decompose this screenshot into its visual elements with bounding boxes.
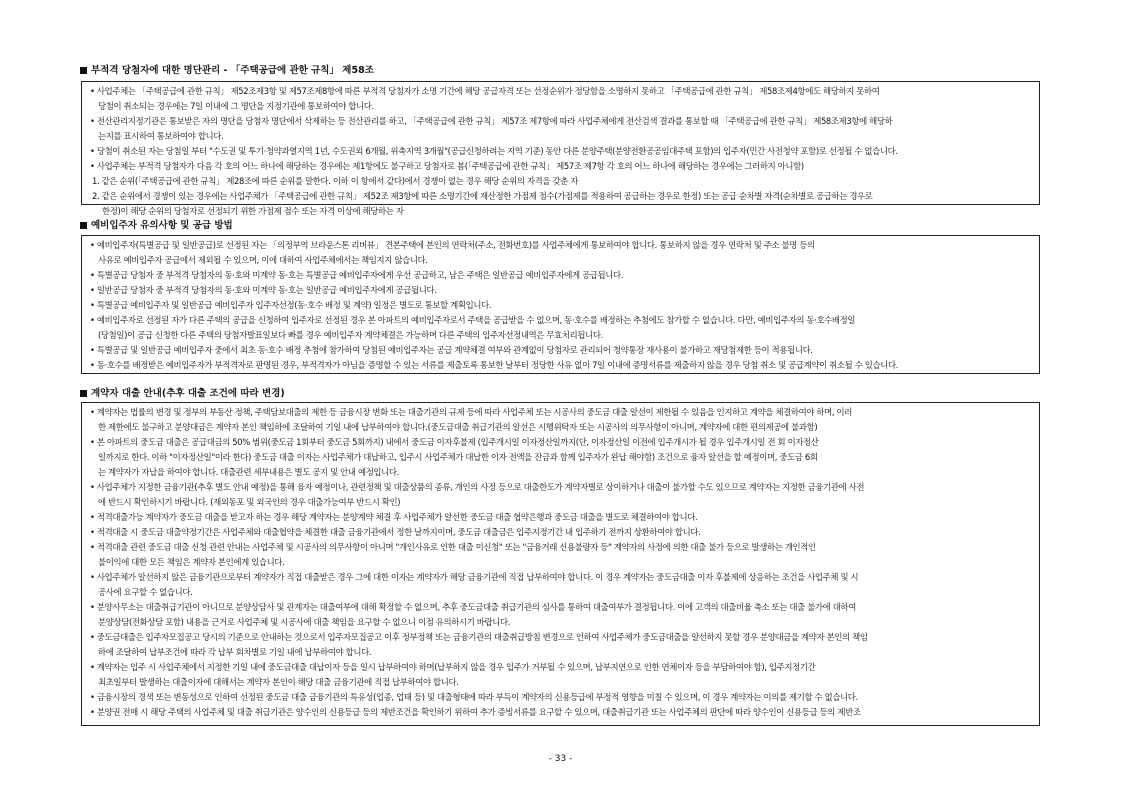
content-box [81,402,1040,726]
text-line: 불이익에 대한 모든 책임은 계약자 본인에게 있습니다. [98,557,285,567]
text-line: • 분양사무소는 대출취급기관이 아니므로 분양상담사 및 관계자는 대출여부에 대해 확정할 수 없으며, 추후 중도금대출 취급기관의 심사를 통하여 대출여부가 결정됩니다. 이에 고객의 대출비율 축소 또는 대출 불가에 대하여 [90,602,856,612]
text-line: 공사에 요구할 수 없습니다. [98,587,193,597]
text-line: • 일반공급 당첨자 중 부적격 당첨자의 동·호와 미계약 동·호는 일반공급 예비입주자에게 공급됩니다. [90,285,437,295]
text-line: • 사업주체가 지정한 금융기관(추후 별도 안내 예정)을 통해 융자 예정이나, 관련정책 및 대출상품의 종류, 개인의 사정 등으로 대출한도가 계약자별로 상이하거나 대출이 불가할 수도 있으므로 계약자는 지정한 금융기관에 사전 [90,482,865,492]
text-line: • 특별공급 당첨자 중 부적격 당첨자의 동·호와 미계약 동·호는 특별공급 예비입주자에게 우선 공급하고, 남은 주택은 일반공급 예비입주자에게 공급됩니다. [90,270,624,280]
page-number: - 33 - [548,754,573,764]
section-title-text: 예비입주자 유의사항 및 공급 방법 [91,220,233,231]
square-bullet-icon [80,67,87,74]
text-line: 한 제한에도 불구하고 분양대금은 계약자 본인 책임하에 조달하여 기일 내에 납부하여야 합니다.(중도금대출 취급기관의 알선은 시행위탁자 또는 시공사의 의무사항이 아니며, 계약자에 대한 편의제공에 불과함) [98,422,818,432]
text-line: • 전산관리지정기관은 통보받은 자의 명단을 당첨자 명단에서 삭제하는 등 전산관리를 하고, 「주택공급에 관한 규칙」 제57조 제7항에 따라 사업주체에게 전산검색 결과를 통보할 때 「주택공급에 관한 규칙」 제58조제3항에 해당하 [90,116,893,126]
content-box [81,235,1040,374]
square-bullet-icon [80,222,87,229]
text-line: • 예비입주자(특별공급 및 일반공급)로 선정된 자는 「의정부역 브라운스톤 리버뷰」 견본주택에 본인의 연락처(주소, 전화번호)를 사업주체에게 통보하여야 합니다. 통보하지 않을 경우 연락처 및 주소 불명 등의 [90,240,815,250]
text-line: • 특별공급 예비입주자 및 일반공급 예비입주자 입주자선정(동·호수 배정 및 계약) 일정은 별도로 통보할 계획입니다. [90,300,492,310]
section-title-text: 부적격 당첨자에 대한 명단관리 - 「주택공급에 관한 규칙」 제58조 [91,65,374,76]
text-line: 최초일부터 발생하는 대출이자에 대해서는 계약자 본인이 해당 대출 금융기관에 직접 납부하여야 합니다. [98,677,459,687]
text-line: 사유로 예비입주자 공급에서 제외될 수 있으며, 이에 대하여 사업주체에서는 책임지지 않습니다. [98,255,428,265]
text-line: (당첨일)이 공급 신청한 다른 주택의 당첨자발표일보다 빠를 경우 예비입주자 계약체결은 가능하며 다른 주택의 입주자선정내역은 무효처리됩니다. [98,330,603,340]
text-line: 당첨이 취소되는 경우에는 7일 이내에 그 명단을 지정기관에 통보하여야 합니다. [98,101,374,111]
square-bullet-icon [80,390,87,397]
text-line: 일까지로 한다. 이하 "이자정산일"이라 한다) 중도금 대출 이자는 사업주체가 대납하고, 입주시 사업주체가 대납한 이자 전액을 잔금과 함께 입주자가 완납 해야함) 조건으로 융자 알선을 할 예정이며, 중도금 6회 [98,452,818,462]
section-title-text: 계약자 대출 안내(추후 대출 조건에 따라 변경) [91,388,285,399]
section-loan-guide [80,387,1040,727]
section-title [80,219,1040,232]
text-line: 1. 같은 순위(「주택공급에 관한 규칙」 제28조에 따른 순위를 말한다. 이하 이 항에서 같다)에서 경쟁이 없는 경우 해당 순위의 자격을 갖춘 자 [92,176,578,186]
text-line: • 적격대출 관련 중도금 대출 신청 관련 안내는 사업주체 및 시공사의 의무사항이 아니며 "개인사유로 인한 대출 미신청" 또는 "금융거래 신용불량자 등" 계약자의 사정에 의한 대출 불가 등으로 발생하는 개인적인 [90,542,816,552]
text-line: • 중도금대출은 입주자모집공고 당시의 기준으로 안내하는 것으로서 입주자모집공고 이후 정부정책 또는 금융기관의 대출취급방침 변경으로 인하여 사업주체가 중도금대출을 알선하지 못할 경우 분양대금을 계약자 본인의 책임 [90,632,868,642]
text-line: • 당첨이 취소된 자는 당첨일 부터 "수도권 및 투기·청약과열지역 1년, 수도권외 6개월, 위축지역 3개월"(공급신청하려는 지역 기준) 동안 다른 분양주택(분양전환공공임대주택 포함)의 입주자(민간 사전청약 포함)로 선정될 수 없습니다. [90,146,898,156]
text-line: • 특별공급 및 일반공급 예비입주자 중에서 최초 동·호수 배정 추첨에 참가하여 당첨된 예비입주자는 공급 계약체결 여부와 관계없이 당첨자로 관리되어 청약통장 재사용이 불가하고 재당첨제한 등이 적용됩니다. [90,345,813,355]
text-line: 에 반드시 확인하시기 바랍니다. (재외동포 및 외국인의 경우 대출가능여부 반드시 확인) [98,497,401,507]
text-line: 는지를 표시하여 통보하여야 합니다. [98,131,224,141]
text-line: • 계약자는 법률의 변경 및 정부의 부동산 정책, 주택담보대출의 제한 등 금융시장 변화 또는 대출기관의 규제 등에 따라 사업주체 또는 시공사의 중도금 대출 알선이 제한될 수 있음을 인지하고 계약을 체결하여야 하며, 이러 [90,407,853,417]
section-reserve-applicants [80,219,1040,379]
text-line: • 분양권 전매 시 해당 주택의 사업주체 및 대출 취급기관은 양수인의 신용등급 등의 제반조건을 확인하기 위하여 추가 증빙서류를 요구할 수 있으며, 대출취급기관 또는 사업주체의 판단에 따라 양수인이 신용등급 등의 제반조 [90,707,861,717]
section-ineligible-winner [80,64,1040,216]
text-line: • 계약자는 입주 시 사업주체에서 지정한 기일 내에 중도금대출 대납이자 등을 일시 납부하여야 하며(납부하지 않을 경우 입주가 거부될 수 있으며, 납부지연으로 인한 연체이자 등을 부담하여야 함), 입주지정기간 [90,662,816,672]
text-line: • 적격대출 시 중도금 대출약정기간은 사업주체와 대출협약을 체결한 대출 금융기관에서 정한 날까지이며, 중도금 대출금은 입주지정기간 내 입주하기 전까지 상환하여야 합니다. [90,527,701,537]
text-line: • 예비입주자로 선정된 자가 다른 주택의 공급을 신청하여 입주자로 선정된 경우 본 아파트의 예비입주자로서 주택을 공급받을 수 없으며, 동·호수를 배정하는 추첨에도 참가할 수 없습니다. 다만, 예비입주자의 동·호수배정일 [90,315,856,325]
text-line: • 금융시장의 경색 또는 변동성으로 인하여 선정된 중도금 대출 금융기관의 특유성(업종, 업태 등) 및 대출형태에 따라 부득이 계약자의 신용등급에 부정적 영향을 미칠 수 있으며, 이 경우 계약자는 이의를 제기할 수 없습니다. [90,692,858,702]
text-line: • 본 아파트의 중도금 대출은 공급대금의 50% 범위(중도금 1회부터 중도금 5회까지) 내에서 중도금 이자후불제 (입주개시일 이자정산일까지(단, 이자정산일 이전에 입주개시가 될 경우 입주개시일 전 회 이자정산 [90,437,819,447]
text-line: • 적격대출가능 계약자가 중도금 대출을 받고자 하는 경우 해당 계약자는 분양계약 체결 후 사업주체가 알선한 중도금 대출 협약은행과 중도금 대출을 별도로 체결하여야 합니다. [90,512,698,522]
text-line: • 사업주체가 알선하지 않은 금융기관으로부터 계약자가 직접 대출받은 경우 그에 대한 이자는 계약자가 해당 금융기관에 직접 납부하여야 합니다. 이 경우 계약자는 중도금대출 이자 후불제에 상응하는 조건을 사업주체 및 시 [90,572,859,582]
text-line: • 동·호수를 배정받은 예비입주자가 부적격자로 판명된 경우, 부적격자가 아님을 증명할 수 있는 서류를 제출토록 통보한 날부터 정당한 사유 없이 7일 이내에 증명서류를 제출하지 않을 경우 당첨 취소 및 공급계약이 취소될 수 있습니다. [90,360,899,370]
text-line: 분양상담(전화상담 포함) 내용을 근거로 사업주체 및 시공사에 대출 책임을 요구할 수 없으니 이점 유의하시기 바랍니다. [98,617,511,627]
text-line: 하에 조달하여 납부조건에 따라 각 납부 회차별로 기일 내에 납부하여야 합니다. [98,647,372,657]
text-line: 2. 같은 순위에서 경쟁이 있는 경우에는 사업주체가 「주택공급에 관한 규칙」 제52조 제3항에 따른 소명기간에 재산정한 가점제 점수(가점제를 적용하여 공급하는 경우로 한정) 또는 공급 순차별 자격(순차별로 공급하는 경우로 [92,191,873,201]
text-line: 한정)이 해당 순위의 당첨자로 선정되기 위한 가점제 점수 또는 자격 이상에 해당하는 자 [102,206,404,216]
content-box [81,81,1040,216]
section-title [80,387,1040,400]
text-line: • 사업주체는 부적격 당첨자가 다음 각 호의 어느 하나에 해당하는 경우에는 제1항에도 불구하고 당첨자로 봄(「주택공급에 관한 규칙」 제57조 제7항 각 호의 어느 하나에 해당하는 경우에는 그러하지 아니함) [90,161,804,171]
section-title [80,64,1040,77]
text-line: 는 계약자가 자납을 하여야 합니다. 대출관련 세부내용은 별도 공지 및 안내 예정입니다. [98,467,399,477]
text-line: • 사업주체는 「주택공급에 관한 규칙」 제52조제3항 및 제57조제8항에 따른 부적격 당첨자가 소명 기간에 해당 공급자격 또는 선정순위가 정당함을 소명하지 못하고 「주택공급에 관한 규칙」 제58조제4항에도 해당하지 못하여 [90,86,880,96]
